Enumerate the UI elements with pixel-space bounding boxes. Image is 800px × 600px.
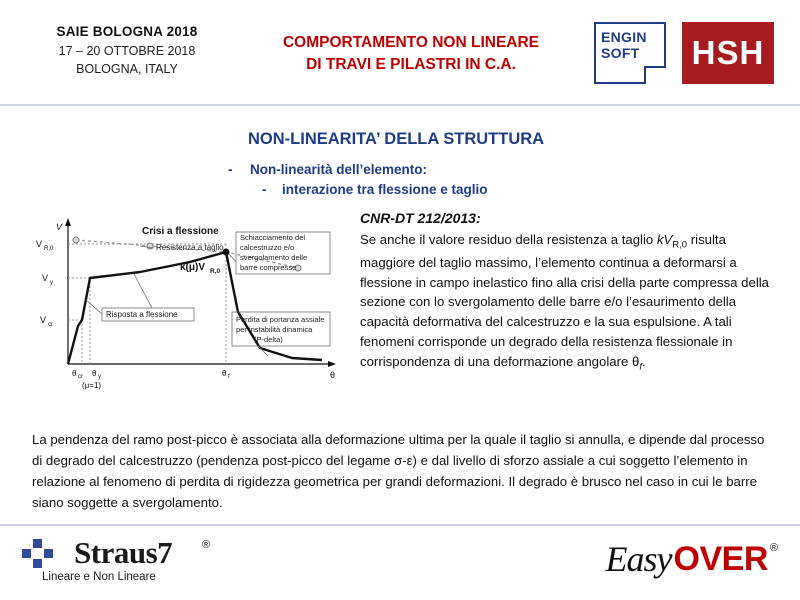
page-title [236,32,586,76]
svg-text:f: f [228,374,230,380]
svg-text:calcestruzzo e/o: calcestruzzo e/o [240,243,295,252]
section-title: NON-LINEARITA’ DELLA STRUTTURA [248,130,545,148]
svg-text:y: y [50,280,53,286]
svg-text:θ: θ [72,369,77,378]
svg-text:V: V [36,239,43,249]
svg-text:svergolamento delle: svergolamento delle [240,253,308,262]
svg-text:Perdita di portanza assiale: Perdita di portanza assiale [236,315,325,324]
bullet-item-1 [228,162,427,177]
straus7-logo [22,535,272,590]
page-title-line1: COMPORTAMENTO NON LINEARE [282,34,540,51]
easyover-easy-word: Easy [605,539,672,579]
svg-text:Resistenza a taglio: Resistenza a taglio [156,243,224,252]
page-title-line2: DI TRAVI E PILASTRI IN C.A. [306,56,516,73]
svg-text:θ: θ [330,370,336,380]
straus7-mark-icon [22,539,66,569]
chart-svg [30,216,348,396]
enginsoft-logo-text [601,30,647,61]
svg-text:barre compresse: barre compresse [240,263,297,272]
svg-text:Schiacciamento del: Schiacciamento del [240,233,306,242]
conference-name: SAIE BOLOGNA 2018 [56,24,198,39]
enginsoft-logo-line2: SOFT [601,44,640,61]
bullet-dash-1: - [228,162,233,177]
easyover-registered-mark: ® [769,542,778,554]
conference-place: BOLOGNA, ITALY [76,61,178,76]
bullet-label-2: interazione tra flessione e taglio [282,182,488,197]
norm-reference-title: CNR-DT 212/2013: [360,210,481,226]
svg-text:Risposta a flessione: Risposta a flessione [106,310,178,319]
easyover-logo [606,536,778,582]
straus7-wordmark: Straus7 [74,535,173,570]
svg-text:k(μ)V: k(μ)V [180,262,206,273]
svg-text:cr: cr [78,374,83,380]
easyover-over-word: OVER [673,539,768,578]
bullet-label-1: Non-linearità dell’elemento: [250,162,428,177]
footer-divider [0,524,800,526]
svg-text:θ: θ [92,369,97,378]
svg-text:R,0: R,0 [210,268,221,275]
svg-text:V: V [42,273,49,283]
svg-text:θ: θ [222,369,227,378]
svg-text:Crisi a flessione: Crisi a flessione [142,226,219,237]
bottom-paragraph: La pendenza del ramo post-picco è associata alla deformazione ultima per la quale il taglio si annulla, e dipende dal processo di degrado del calcestruzzo (pendenza post-picco del legame σ-ε) e dal livello di sforzo assiale a cui soggetto l’elemento in relazione al fenomeno di perdita di rigidezza geometrica per grandi deformazioni. Il degrado è brusco nel caso in cui le barre siano soggette a svergolamento. [32,432,765,510]
straus7-tagline: Lineare e Non Lineare [42,571,156,583]
svg-text:per instabilità dinamica: per instabilità dinamica [236,325,313,334]
enginsoft-logo [594,22,666,84]
chart-figure [30,216,348,396]
conference-dates: 17 – 20 OTTOBRE 2018 [58,43,196,58]
svg-text:cr: cr [48,322,53,328]
bullet-dash-2: - [262,182,267,197]
enginsoft-logo-notch [644,66,666,84]
svg-text:R,0: R,0 [44,246,54,252]
svg-text:(P-delta): (P-delta) [254,335,283,344]
norm-reference-text: Se anche il valore residuo della resistenza a taglio $kV_{R,0}$ risulta maggiore del taglio massimo, l’elemento continua a deformarsi a flessione in campo inelastico fino alla crisi della parte compressa della sezione con lo svergolamento delle barre e/o l’esaurimento della capacità deformativa del calcestruzzo e la sua espulsione. A tali fenomeni corrisponde un degrado della resistenza flessionale in corrispondenza di una deformazione angolare $\theta_f$. [360,232,770,373]
svg-text:V: V [56,222,63,232]
conference-block [22,22,232,78]
enginsoft-logo-line1: ENGIN [601,29,647,45]
svg-text:y: y [98,374,101,380]
svg-text:V: V [40,315,47,325]
straus7-registered-mark: ® [202,539,211,551]
bullet-item-2 [262,182,488,197]
hsh-logo: HSH [682,22,774,84]
svg-text:(μ=1): (μ=1) [82,381,102,390]
header-divider [0,104,800,106]
